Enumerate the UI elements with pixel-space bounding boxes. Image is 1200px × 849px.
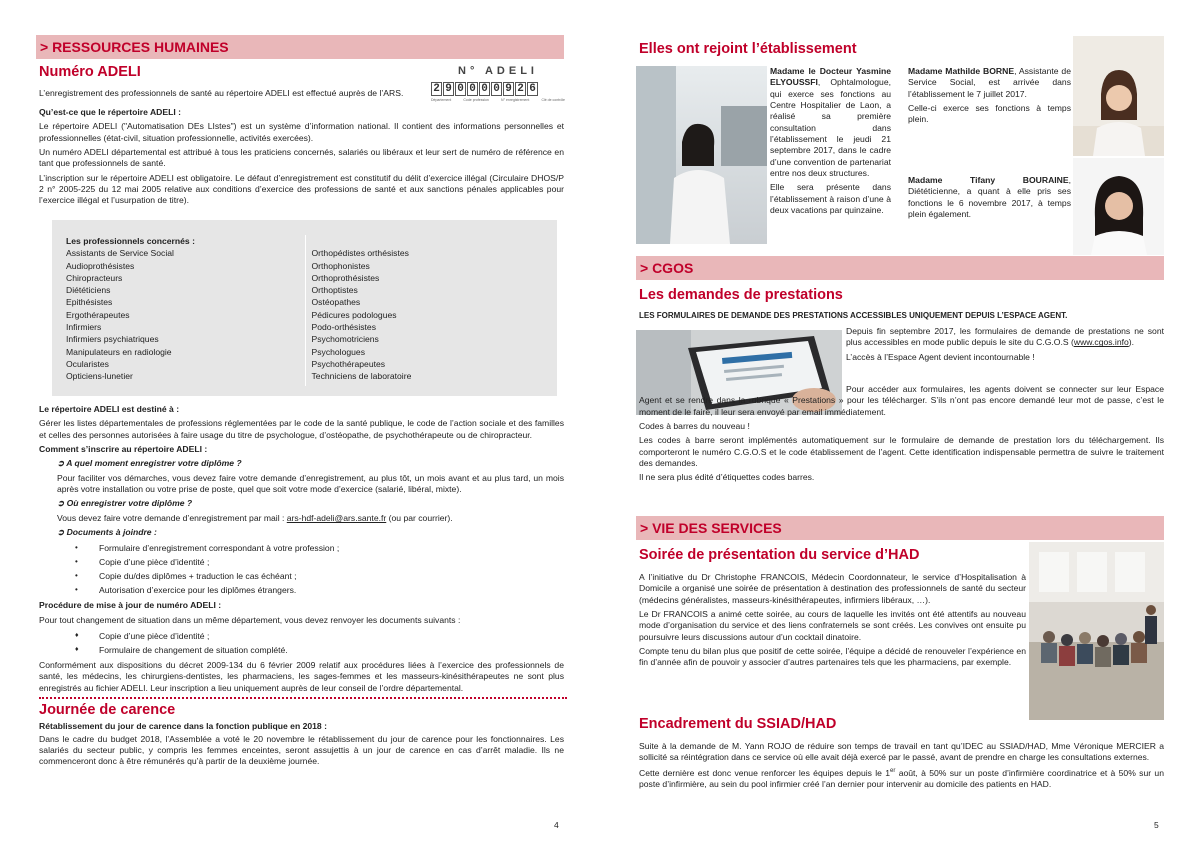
text: Cette dernière est donc venue renforcer les équipes depuis le 1 <box>639 767 891 778</box>
paragraph: Un numéro ADELI départemental est attribué à tous les praticiens concernés, salariés ou libéraux et leur sert de numéro de référence en tant que professionnels de santé. <box>39 147 564 169</box>
photo-mathilde-borne <box>1073 36 1164 156</box>
adeli-caption: Clé de contrôle <box>541 97 565 102</box>
question-heading: Qu’est-ce que le répertoire ADELI : <box>39 107 181 117</box>
carence-subtitle: Rétablissement du jour de carence dans la fonction publique en 2018 : <box>39 721 327 732</box>
subheading: ➲ Où enregistrer votre diplôme ? <box>57 498 193 509</box>
paragraph: Gérer les listes départementales de professions réglementées par le code de la santé publique, le code de l’action sociale et des familles et celles des personnes autorisées à faire usage du titre de psychologue, d’ostéopathe, de psychothérapeute ou de chiropracteur. <box>39 418 564 440</box>
ssiad-text <box>639 741 1164 793</box>
profession-item: Techniciens de laboratoire <box>311 371 412 382</box>
paragraph <box>908 66 1071 100</box>
profession-item: Pédicures podologues <box>311 309 397 320</box>
photo-tifany-bouraine <box>1073 158 1164 255</box>
adeli-digit-box: 2 <box>515 82 526 96</box>
profession-item: Infirmiers <box>66 322 102 333</box>
tifany-text <box>908 175 1071 223</box>
paragraph: Conformément aux dispositions du décret 2009-134 du 6 février 2009 relatif aux procédures liées à l’exercice des professionnels de santé, les médecins, les chirurgiens-dentistes, les pharmaciens, les sages-femmes et les masseurs-kinésithérapeutes ne sont plus enregistrés au fichier ADELI. Leur inscription a lieu uniquement auprès de leur conseil de l’ordre départemental. <box>39 660 564 693</box>
adeli-caption: N° enregistrement <box>501 97 530 102</box>
text: , Assistante de Service Social, est arrivée dans l’établissement le 7 juillet 2017. <box>908 66 1071 99</box>
cgos-text-body <box>639 384 1164 487</box>
paragraph: Les codes à barre seront implémentés automatiquement sur le formulaire de demande de prestation lors du téléchargement. Ils comporteront le numéro C.G.O.S et le code établissement de l’agent. Cette identification indispensable permettra de suivre le traitement des demandes. <box>639 435 1164 469</box>
email-link[interactable]: ars-hdf-adeli@ars.sante.fr <box>286 512 387 523</box>
superscript: er <box>890 767 896 774</box>
paragraph: Pour faciliter vos démarches, vous devez faire votre demande d’enregistrement, au plus tôt, un mois avant et au plus tard, un mois après votre installation ou votre prise de poste, quel que soit votre mode d’exercice (salarié, libéral, mixte). <box>57 472 564 495</box>
ssiad-title: Encadrement du SSIAD/HAD <box>639 716 837 732</box>
adeli-card-label: N° ADELI <box>458 65 538 77</box>
paragraph: L’inscription sur le répertoire ADELI est obligatoire. Le défaut d’enregistrement est constitutif du délit d’exercice illégal (Circulaire DHOS/P 2 n° 2005-225 du 12 mai 2005 relative aux conditions d’exercice des professions de santé et aux sanctions pénales applicables pour l’exercice illégal et l’usurpation de titre). <box>39 172 564 206</box>
update-documents-list <box>39 629 564 657</box>
profession-item: Orthoptistes <box>311 285 358 296</box>
profession-item: Ergothérapeutes <box>66 309 130 320</box>
adeli-caption: Département <box>431 97 452 102</box>
person-name: Madame le Docteur Yasmine ELYOUSSFI <box>770 66 891 88</box>
subheading: ➲ Documents à joindre : <box>57 527 157 538</box>
paragraph: L’accès à l’Espace Agent devient incontournable ! <box>846 351 1035 362</box>
profession-item: Audioprothésistes <box>66 260 135 271</box>
professionals-column-2 <box>305 235 550 386</box>
adeli-digit-box: 0 <box>467 82 478 96</box>
profession-item: Chiropracteurs <box>66 272 123 283</box>
adeli-digit-box: 0 <box>479 82 490 96</box>
dotted-divider <box>39 697 567 699</box>
text: août, à 50% sur un poste d’infirmière coordinatrice et à 50% sur un poste d’infirmière, au sein du pool infirmier créé l’an dernier pour intervenir au domicile des patients en HAD. <box>639 767 1164 790</box>
profession-item: Psychomotriciens <box>311 334 379 345</box>
paragraph: Compte tenu du bilan plus que positif de cette soirée, l’équipe a décidé de renouveler l’expérience en fin d’année afin de pouvoir y associer d’autres partenaires tels que les pharmaciens, par exemple. <box>639 646 1026 668</box>
had-title: Soirée de présentation du service d’HAD <box>639 547 920 563</box>
profession-item: Orthopédistes orthésistes <box>311 248 409 259</box>
cgos-caps-heading: LES FORMULAIRES DE DEMANDE DES PRESTATIONS ACCESSIBLES UNIQUEMENT DEPUIS L’ESPACE AGENT. <box>639 311 1068 320</box>
section-band-vie-des-services: > VIE DES SERVICES <box>636 516 1164 540</box>
adeli-digit-box: 0 <box>491 82 502 96</box>
subheading: ➲ A quel moment enregistrer votre diplôme ? <box>57 458 242 469</box>
paragraph <box>639 768 1164 791</box>
section-band-ressources-humaines: > RESSOURCES HUMAINES <box>36 35 564 59</box>
paragraph: Le répertoire ADELI ("Automatisation DEs LIstes") est un système d’information national. Il contient des informations personnelles et professionnelles (état-civil, situation professionnelle, activités exercées). <box>39 121 564 143</box>
page-number: 5 <box>1154 820 1159 830</box>
adeli-digit-box: 2 <box>431 82 442 96</box>
join-title: Elles ont rejoint l’établissement <box>639 41 857 57</box>
paragraph <box>846 326 1164 349</box>
cgos-link[interactable]: www.cgos.info <box>1073 337 1129 348</box>
paragraph: Il ne sera plus édité d’étiquettes codes barres. <box>639 472 815 483</box>
paragraph <box>908 175 1071 220</box>
text: (ou par courrier). <box>386 512 453 523</box>
paragraph: Elle sera présente dans l’établissement à raison d’une à deux vacations par quinzaine. <box>770 182 891 216</box>
adeli-text-block <box>39 88 429 102</box>
adeli-title: Numéro ADELI <box>39 64 141 80</box>
profession-item: Orthophonistes <box>311 260 370 271</box>
cgos-text-top <box>846 326 1164 366</box>
paragraph: Pour accéder aux formulaires, les agents doivent se connecter sur leur Espace Agent et se rendre dans la rubrique « Prestations » pour les télécharger. S’ils n’ont pas encore demandé leur mot de passe, c’est le moment de le faire, il leur sera envoyé par email immédiatement. <box>639 384 1164 417</box>
paragraph: Le Dr FRANCOIS a animé cette soirée, au cours de laquelle les invités ont été attentifs au nouveau mode d’organisation du service et des liens confraternels se sont créés. Les convives ont ensuite pu poursuivre leurs discussions autour d’un cocktail dinatoire. <box>639 609 1026 642</box>
adeli-digit-box: 9 <box>503 82 514 96</box>
question-heading: Procédure de mise à jour de numéro ADELI : <box>39 600 222 611</box>
paragraph: Suite à la demande de M. Yann ROJO de réduire son temps de travail en tant qu’IDEC au SSIAD/HAD, Mme Véronique MERCIER a sollicité sa réintégration dans ce service où elle avait déjà exercé par le passé, avant de prendre en charge les consultations externes. <box>639 741 1164 763</box>
section-band-cgos: > CGOS <box>636 256 1164 280</box>
paragraph: Dans le cadre du budget 2018, l’Assemblée a voté le 20 novembre le rétablissement du jour de carence pour les fonctionnaires. Les salariés du secteur public, y compris les femmes enceintes, seront assujettis à un jour de carence en cas d’arrêt maladie. Ils ne commenceront donc à être rémunérés qu’à partir de la deuxième journée. <box>39 733 564 767</box>
text: Vous devez faire votre demande d’enregistrement par mail : <box>57 512 287 523</box>
profession-item: Diététiciens <box>66 285 111 296</box>
question-heading: Le répertoire ADELI est destiné à : <box>39 404 180 414</box>
adeli-caption: Code profession <box>463 97 489 102</box>
profession-item: Epithésistes <box>66 297 113 308</box>
text: ). <box>1128 337 1135 348</box>
profession-item: Psychothérapeutes <box>311 358 386 369</box>
profession-item: Orthoprothésistes <box>311 272 380 283</box>
profession-item: Ocularistes <box>66 358 109 369</box>
profession-item: Psychologues <box>311 346 366 357</box>
had-text <box>639 572 1026 672</box>
adeli-digit-box: 0 <box>455 82 466 96</box>
paragraph <box>39 513 564 524</box>
profession-item: Infirmiers psychiatriques <box>66 334 159 345</box>
carence-title: Journée de carence <box>39 702 176 719</box>
profession-item: Opticiens-lunetier <box>66 371 133 382</box>
adeli-body <box>39 107 564 210</box>
paragraph: Pour tout changement de situation dans un même département, vous devez renvoyer les documents suivants : <box>39 614 461 625</box>
adeli-digit-boxes <box>431 82 565 96</box>
right-page <box>636 0 1164 849</box>
person-name: Madame Tifany BOURAINE <box>908 175 1069 185</box>
text: , Ophtalmologue, qui exerce ses fonctions au Centre Hospitalier de Laon, a réalisé sa première consultation dans l’établissement le jeudi 21 septembre 2017, dans le cadre d’une convention de partenariat entre nos deux structures. <box>770 77 891 179</box>
left-page <box>36 0 564 849</box>
profession-item: Podo-orthésistes <box>311 322 376 333</box>
adeli-digit-box: 9 <box>443 82 454 96</box>
text: , Diététicienne, a quant à elle pris ses fonctions le 6 novembre 2017, à temps plein également. <box>908 175 1071 220</box>
profession-item: Ostéopathes <box>311 297 361 308</box>
paragraph <box>770 66 891 179</box>
photo-had-soiree <box>1029 542 1164 720</box>
list-item: • Formulaire d’enregistrement correspondant à votre profession ; <box>39 541 564 555</box>
list-item: • Autorisation d’exercice pour les diplômes étrangers. <box>39 583 564 597</box>
documents-list <box>39 541 564 597</box>
profession-item: Assistants de Service Social <box>66 248 174 259</box>
yasmine-text <box>770 66 891 219</box>
list-item: ♦ Copie d’une pièce d’identité ; <box>39 629 564 643</box>
professionals-column-1 <box>60 235 305 386</box>
person-name: Madame Mathilde BORNE <box>908 66 1015 76</box>
cgos-title: Les demandes de prestations <box>639 287 843 303</box>
professionals-title: Les professionnels concernés : <box>66 236 195 246</box>
professionals-box <box>52 220 557 396</box>
photo-yasmine-elyoussfi <box>636 66 767 244</box>
list-item: • Copie du/des diplômes + traduction le cas échéant ; <box>39 569 564 583</box>
adeli-intro: L’enregistrement des professionnels de santé au répertoire ADELI est effectué auprès de l’ARS. <box>39 88 404 98</box>
text: Depuis fin septembre 2017, les formulaires de demande de prestations ne sont plus accessibles en mode public depuis le site du C.G.O.S ( <box>846 326 1164 348</box>
adeli-digit-box: 6 <box>527 82 538 96</box>
list-item: ♦ Formulaire de changement de situation complété. <box>39 643 564 657</box>
profession-item: Manipulateurs en radiologie <box>66 346 172 357</box>
paragraph: Codes à barres du nouveau ! <box>639 421 750 432</box>
adeli-captions <box>431 98 565 103</box>
question-heading: Comment s’inscrire au répertoire ADELI : <box>39 444 208 455</box>
list-item: • Copie d’une pièce d’identité ; <box>39 555 564 569</box>
paragraph: A l’initiative du Dr Christophe FRANCOIS, Médecin Coordonnateur, le service d’Hospitalisation à Domicile a organisé une soirée de présentation à destination des professionnels de santé du secteur (médecins généralistes, masseurs-kinésithérapeutes, infirmiers libéraux, …). <box>639 572 1026 605</box>
page-number: 4 <box>554 820 559 830</box>
adeli-lower-body <box>39 404 564 771</box>
paragraph: Celle-ci exerce ses fonctions à temps plein. <box>908 103 1071 125</box>
borne-text <box>908 66 1071 129</box>
